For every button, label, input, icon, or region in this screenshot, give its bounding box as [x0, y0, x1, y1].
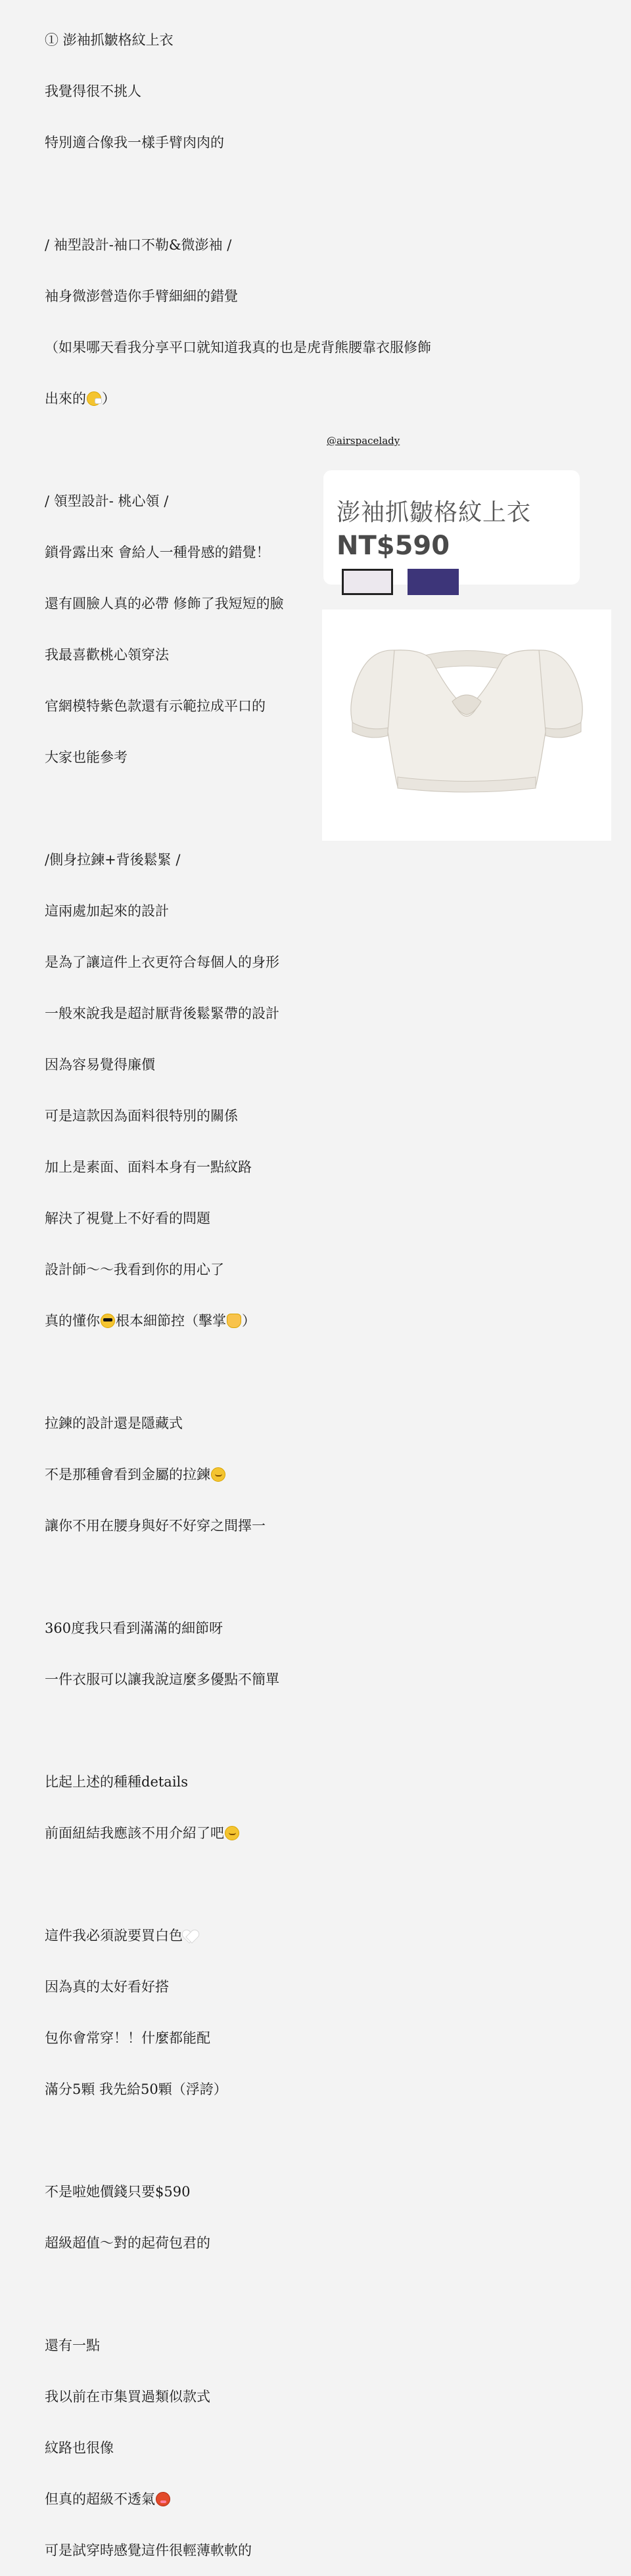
text-segment: 真的懂你 — [45, 1313, 100, 1329]
text-line: 是為了讓這件上衣更符合每個人的身形 — [45, 954, 279, 970]
product-price-card[interactable] — [323, 470, 580, 585]
text-line: 比起上述的種種details — [45, 1774, 189, 1790]
text-line: 特別適合像我一樣手臂肉肉的 — [45, 135, 224, 150]
sunglasses-face-icon — [101, 1314, 115, 1328]
relieved-face-icon — [225, 1826, 239, 1840]
text-segment: 前面紐結我應該不用介紹了吧 — [45, 1825, 224, 1841]
text-line — [45, 2491, 465, 2508]
text-line — [45, 1466, 465, 1483]
story-text — [45, 0, 465, 2576]
text-line: /側身拉鍊+背後鬆緊 / — [45, 852, 181, 868]
text-line: 官網模特紫色款還有示範拉成平口的 — [45, 698, 266, 714]
text-line — [45, 1312, 465, 1329]
text-line: 滿分5顆 我先給50顆（浮誇） — [45, 2081, 227, 2097]
text-line: （如果哪天看我分享平口就知道我真的也是虎背熊腰靠衣服修飾 — [45, 340, 431, 355]
text-line: 因為真的太好看好搭 — [45, 1979, 169, 1995]
text-line — [45, 1825, 465, 1842]
blouse-illustration — [322, 610, 611, 841]
text-line: 一件衣服可以讓我說這麼多優點不簡單 — [45, 1672, 279, 1687]
relieved-face-icon — [211, 1467, 225, 1482]
text-line: 紋路也很像 — [45, 2440, 114, 2456]
text-line — [45, 1364, 465, 1381]
text-segment: ） — [242, 1313, 256, 1329]
text-line — [45, 2286, 465, 2303]
text-line: 大家也能參考 — [45, 749, 128, 765]
text-line: ① 澎袖抓皺格紋上衣 — [45, 32, 174, 48]
text-line — [45, 1722, 465, 1739]
text-segment: 這件我必須說要買白色 — [45, 1928, 183, 1943]
text-line: 我以前在市集買過類似款式 — [45, 2389, 210, 2405]
text-line — [45, 1568, 465, 1586]
product-photo — [322, 610, 611, 841]
product-price: NT$590 — [337, 531, 450, 561]
sneezing-face-icon — [87, 391, 101, 406]
text-line: / 袖型設計-袖口不勒&微澎袖 / — [45, 237, 232, 253]
text-segment: 不是那種會看到金屬的拉鍊 — [45, 1467, 210, 1482]
color-swatch-purple[interactable] — [408, 569, 459, 595]
text-line — [45, 185, 465, 202]
text-segment: 但真的超級不透氣 — [45, 2491, 155, 2507]
text-line: 超級超值～對的起荷包君的 — [45, 2235, 210, 2251]
raised-hand-icon — [227, 1314, 241, 1328]
text-line: 拉鍊的設計還是隱藏式 — [45, 1415, 183, 1431]
text-line: 可是這款因為面料很特別的關係 — [45, 1108, 238, 1124]
text-line: 袖身微澎營造你手臂細細的錯覺 — [45, 288, 238, 304]
text-line — [45, 1927, 465, 1944]
text-line: / 領型設計- 桃心領 / — [45, 493, 169, 509]
white-heart-icon — [183, 1930, 198, 1943]
text-segment: 根本細節控（擊掌 — [116, 1313, 226, 1329]
text-line: 包你會常穿！！什麼都能配 — [45, 2030, 210, 2046]
text-line: 加上是素面、面料本身有一點紋路 — [45, 1159, 252, 1175]
text-segment: ） — [102, 391, 116, 407]
text-line: 不是啦她價錢只要$590 — [45, 2184, 191, 2200]
product-name: 澎袖抓皺格紋上衣 — [337, 499, 532, 526]
text-line: 一般來說我是超討厭背後鬆緊帶的設計 — [45, 1006, 279, 1021]
text-line: 360度我只看到滿滿的細節呀 — [45, 1620, 223, 1636]
color-swatch-white[interactable] — [342, 569, 393, 595]
text-line — [45, 441, 465, 458]
text-line — [45, 390, 465, 407]
text-line: 鎖骨露出來 會給人一種骨感的錯覺！ — [45, 544, 270, 560]
text-line: 設計師～～我看到你的用心了 — [45, 1262, 224, 1277]
text-line: 我覺得很不挑人 — [45, 83, 141, 99]
text-segment: 出來的 — [45, 391, 86, 407]
text-line: 還有一點 — [45, 2338, 100, 2353]
text-line: 我最喜歡桃心領穿法 — [45, 647, 169, 663]
text-line: 解決了視覺上不好看的問題 — [45, 1210, 210, 1226]
mention-link[interactable]: @airspacelady — [327, 435, 400, 447]
text-line: 這兩處加起來的設計 — [45, 903, 169, 919]
text-line — [45, 1876, 465, 1893]
hot-face-icon — [156, 2492, 170, 2506]
text-line: 還有圓臉人真的必帶 修飾了我短短的臉 — [45, 596, 284, 611]
text-line: 因為容易覺得廉價 — [45, 1057, 155, 1073]
text-line: 讓你不用在腰身與好不好穿之間擇一 — [45, 1518, 266, 1534]
text-line: 可是試穿時感覺這件很輕薄軟軟的 — [45, 2543, 252, 2558]
text-line — [45, 2132, 465, 2149]
